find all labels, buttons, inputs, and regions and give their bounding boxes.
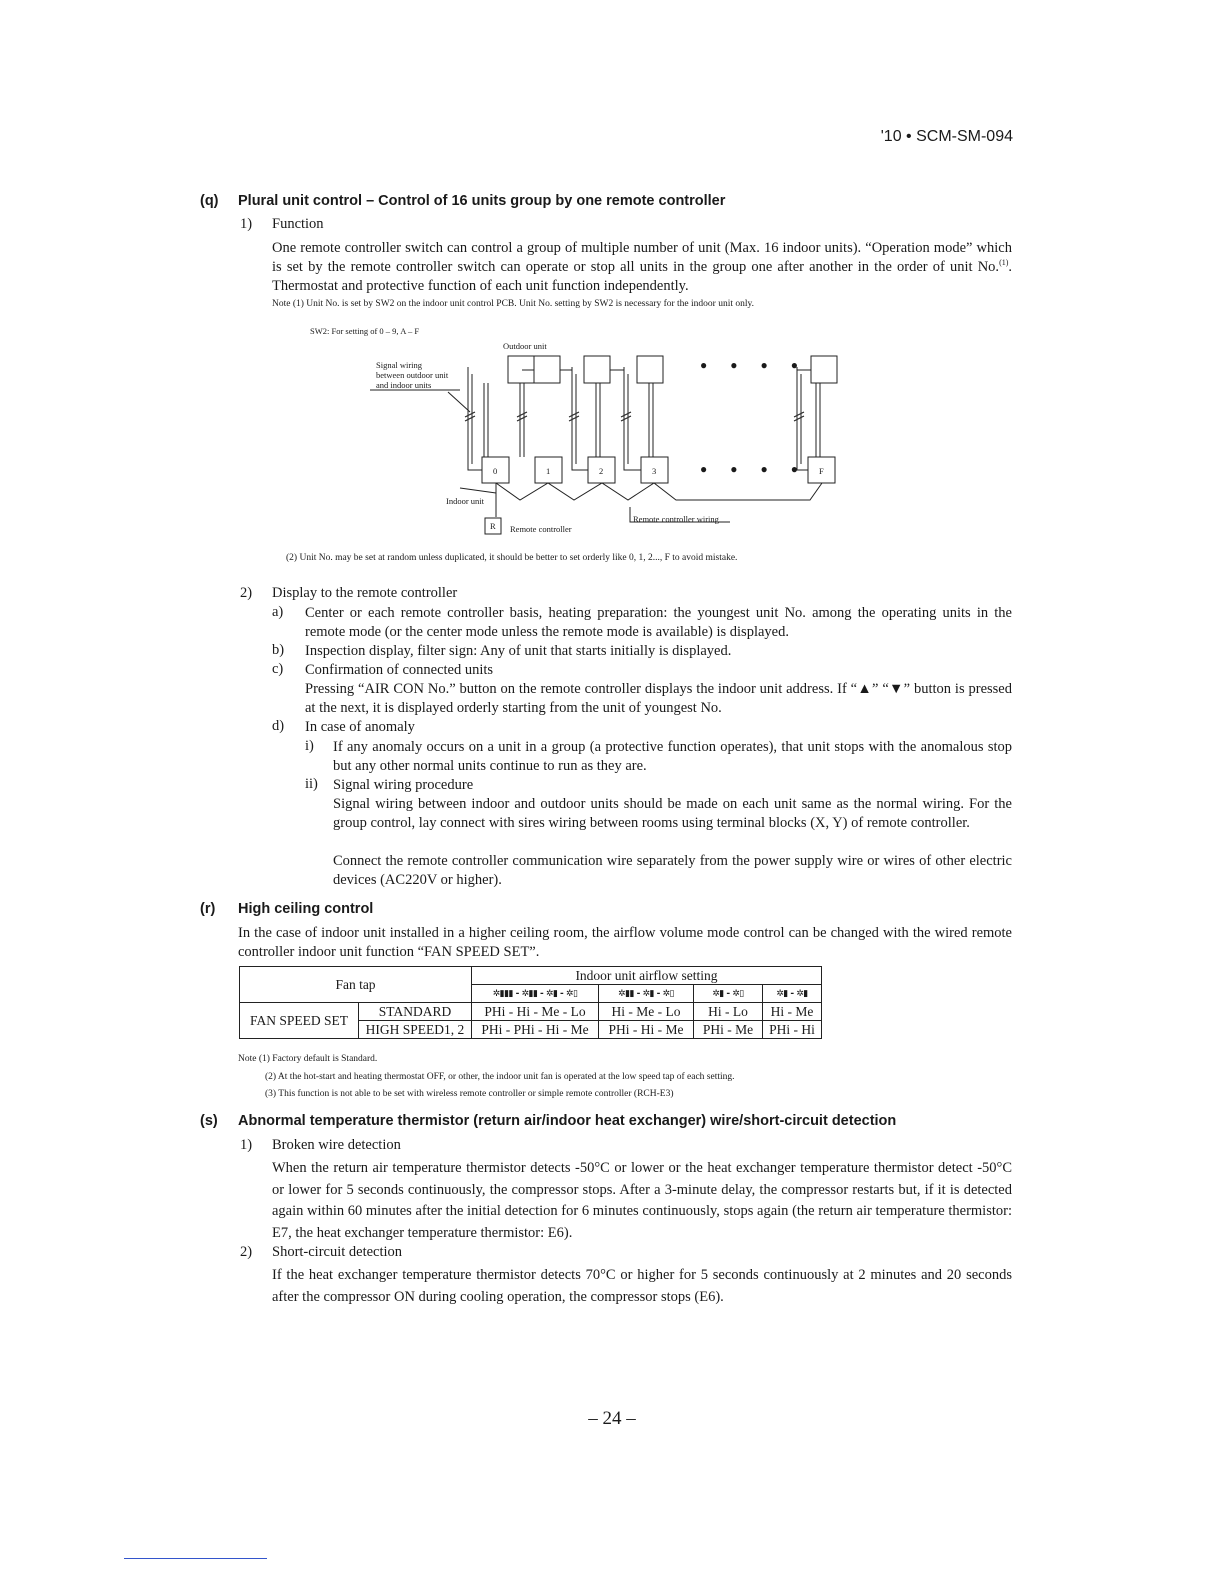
section-s-item2-title: Short-circuit detection <box>272 1244 403 1260</box>
table-cell: PHi - Hi <box>763 1021 822 1039</box>
row-label: STANDARD <box>359 1003 472 1021</box>
section-r-note-2: (2) At the hot-start and heating thermostat OFF, or other, the indoor unit fan is operated at the low speed tap of each setting. <box>265 1072 735 1082</box>
section-q-note-1: Note (1) Unit No. is set by SW2 on the indoor unit control PCB. Unit No. setting by SW2 is necessary for the indoor unit only. <box>272 299 754 309</box>
item-b-text: Inspection display, filter sign: Any of unit that starts initially is displayed. <box>305 643 732 659</box>
section-r-note-1: Note (1) Factory default is Standard. <box>238 1054 378 1064</box>
section-r-text: In the case of indoor unit installed in a higher ceiling room, the airflow volume mode control can be changed with the wired remote controller indoor unit function “FAN SPEED SET”. <box>238 925 1012 960</box>
table-cell: PHi - Hi - Me <box>599 1021 694 1039</box>
table-header-row <box>240 967 822 985</box>
table-cell: PHi - PHi - Hi - Me <box>472 1021 599 1039</box>
table-cell: PHi - Hi - Me - Lo <box>472 1003 599 1021</box>
group-control-wiring-diagram <box>310 322 870 537</box>
item-ii-text-2: Connect the remote controller communication wire separately from the power supply wire or wires of other electric devices (AC220V or higher). <box>333 853 1012 888</box>
document-id: '10 • SCM-SM-094 <box>880 128 1013 145</box>
outdoor-unit-box <box>584 356 610 383</box>
item-a-text: Center or each remote controller basis, heating preparation: the youngest unit No. among the operating units in the remote mode (or the center mode unless the remote mode is available) is displayed. <box>305 605 1012 640</box>
table-cell: Hi - Me <box>763 1003 822 1021</box>
table-cell: PHi - Me <box>694 1021 763 1039</box>
section-s-item1-title: Broken wire detection <box>272 1137 401 1153</box>
item-c-text: Pressing “AIR CON No.” button on the remote controller displays the indoor unit address. If “▲” “▼” button is pressed at the next, it is displayed orderly starting from the unit of youngest No. <box>305 681 1012 716</box>
item-d-title: In case of anomaly <box>305 719 415 735</box>
section-r-note-3: (3) This function is not able to be set with wireless remote controller or simple remote controller (RCH-E3) <box>265 1089 674 1099</box>
item-i-text: If any anomaly occurs on a unit in a group (a protective function operates), that unit stops with the anomalous stop but any other normal units continue to run as they are. <box>333 739 1012 774</box>
table-row <box>240 1003 822 1021</box>
section-s-item2-text: If the heat exchanger temperature thermistor detects 70°C or higher for 5 seconds continuously at 2 minutes and 20 seconds after the compressor ON during cooling operation, the compressor stops (E6). <box>272 1267 1012 1305</box>
section-q-item2-number: 2) <box>240 585 253 601</box>
section-s-item1-number: 1) <box>240 1137 253 1153</box>
outdoor-unit-label: Outdoor unit <box>503 341 547 351</box>
item-d-label: d) <box>272 718 285 734</box>
item-a-label: a) <box>272 604 284 620</box>
signal-wiring-label-3: and indoor units <box>376 380 432 390</box>
item-ii-label: ii) <box>305 776 318 792</box>
outdoor-continuation-dots: ● ● ● ● <box>700 358 808 372</box>
wiring-diagram-svg <box>310 322 870 537</box>
indoor-unit-number-2: 2 <box>599 466 604 476</box>
sw2-label: SW2: For setting of 0 – 9, A – F <box>310 326 420 336</box>
section-s-item2-number: 2) <box>240 1244 253 1260</box>
table-cell: Hi - Lo <box>694 1003 763 1021</box>
item-c-label: c) <box>272 661 284 677</box>
fan-speed-table-wrapper <box>239 966 822 1039</box>
item-b-label: b) <box>272 642 285 658</box>
section-q-title: Plural unit control – Control of 16 units group by one remote controller <box>238 193 726 209</box>
outdoor-unit-box <box>811 356 837 383</box>
table-cell: Hi - Me - Lo <box>599 1003 694 1021</box>
section-s-item1-text: When the return air temperature thermistor detects -50°C or lower or the heat exchanger temperature thermistor detect -50°C or lower for 5 seconds continuously, the compressor stops. After a 3-minute delay, the compressor restarts but, if it is detected again within 60 minutes after the initial detection for 6 minutes continuously, stops again (the return air temperature thermistor: E7, the heat exchanger temperature thermistor: E6). <box>272 1160 1012 1241</box>
fan-icon-cell-2speed-lo: ✲▮ - ✲▯ <box>694 985 763 1003</box>
signal-wiring-label-2: between outdoor unit <box>376 370 449 380</box>
section-q-function-paragraph <box>272 239 1012 296</box>
indoor-unit-label: Indoor unit <box>446 496 485 506</box>
section-q-item1-number: 1) <box>240 216 253 232</box>
indoor-unit-number-1: 1 <box>546 466 551 476</box>
fan-icon-cell-4speed: ✲▮▮▮ - ✲▮▮ - ✲▮ - ✲▯ <box>472 985 599 1003</box>
indoor-unit-number-f: F <box>819 466 824 476</box>
footer-rule <box>124 1558 267 1559</box>
item-ii-title: Signal wiring procedure <box>333 777 474 793</box>
section-r-title: High ceiling control <box>238 901 374 917</box>
function-text-1: One remote controller switch can control a group of multiple number of unit (Max. 16 indoor units). “Operation mode” which is set by the remote controller switch can operate or stop all units in the group one after another in the order of unit <box>272 240 1012 275</box>
signal-wiring-label-1: Signal wiring <box>376 360 423 370</box>
page-number: – 24 – <box>588 1408 636 1429</box>
indoor-unit-number-3: 3 <box>652 466 657 476</box>
section-s-title: Abnormal temperature thermistor (return air/indoor heat exchanger) wire/short-circuit detection <box>238 1113 897 1129</box>
remote-controller-wiring-label: Remote controller wiring <box>633 514 719 524</box>
fan-speed-table <box>239 966 822 1039</box>
section-q-item1-title: Function <box>272 216 324 232</box>
section-r-letter: (r) <box>200 901 216 917</box>
outdoor-unit-box <box>637 356 663 383</box>
airflow-setting-header: Indoor unit airflow setting <box>472 967 822 985</box>
remote-controller-label: Remote controller <box>510 524 572 534</box>
function-text-2b: . Thermostat and protective function of each unit function independently. <box>272 259 1013 294</box>
indoor-unit-number-0: 0 <box>493 466 498 476</box>
section-s-letter: (s) <box>200 1113 218 1129</box>
outdoor-unit-box <box>534 356 560 383</box>
row-label: HIGH SPEED1, 2 <box>359 1021 472 1039</box>
item-i-label: i) <box>305 738 314 754</box>
remote-controller-box-label: R <box>490 521 496 531</box>
footnote-ref-1: (1) <box>999 258 1009 267</box>
fan-tap-header: Fan tap <box>240 967 472 1003</box>
section-q-letter: (q) <box>200 193 219 209</box>
section-q-item2-title: Display to the remote controller <box>272 585 458 601</box>
indoor-continuation-dots: ● ● ● ● <box>700 462 808 476</box>
function-text-2a: No. <box>977 259 1000 275</box>
item-ii-text-1: Signal wiring between indoor and outdoor units should be made on each unit same as the normal wiring. For the group control, lay connect with sires wiring between rooms using terminal blocks (X, Y) of remote controller. <box>333 796 1012 831</box>
fan-icon-cell-2speed-me: ✲▮ - ✲▮ <box>763 985 822 1003</box>
item-c-title: Confirmation of connected units <box>305 662 494 678</box>
fan-speed-set-label: FAN SPEED SET <box>240 1003 359 1039</box>
section-q-note-2: (2) Unit No. may be set at random unless duplicated, it should be better to set orderly like 0, 1, 2..., F to avoid mistake. <box>286 553 738 563</box>
fan-icon-cell-3speed: ✲▮▮ - ✲▮ - ✲▯ <box>599 985 694 1003</box>
